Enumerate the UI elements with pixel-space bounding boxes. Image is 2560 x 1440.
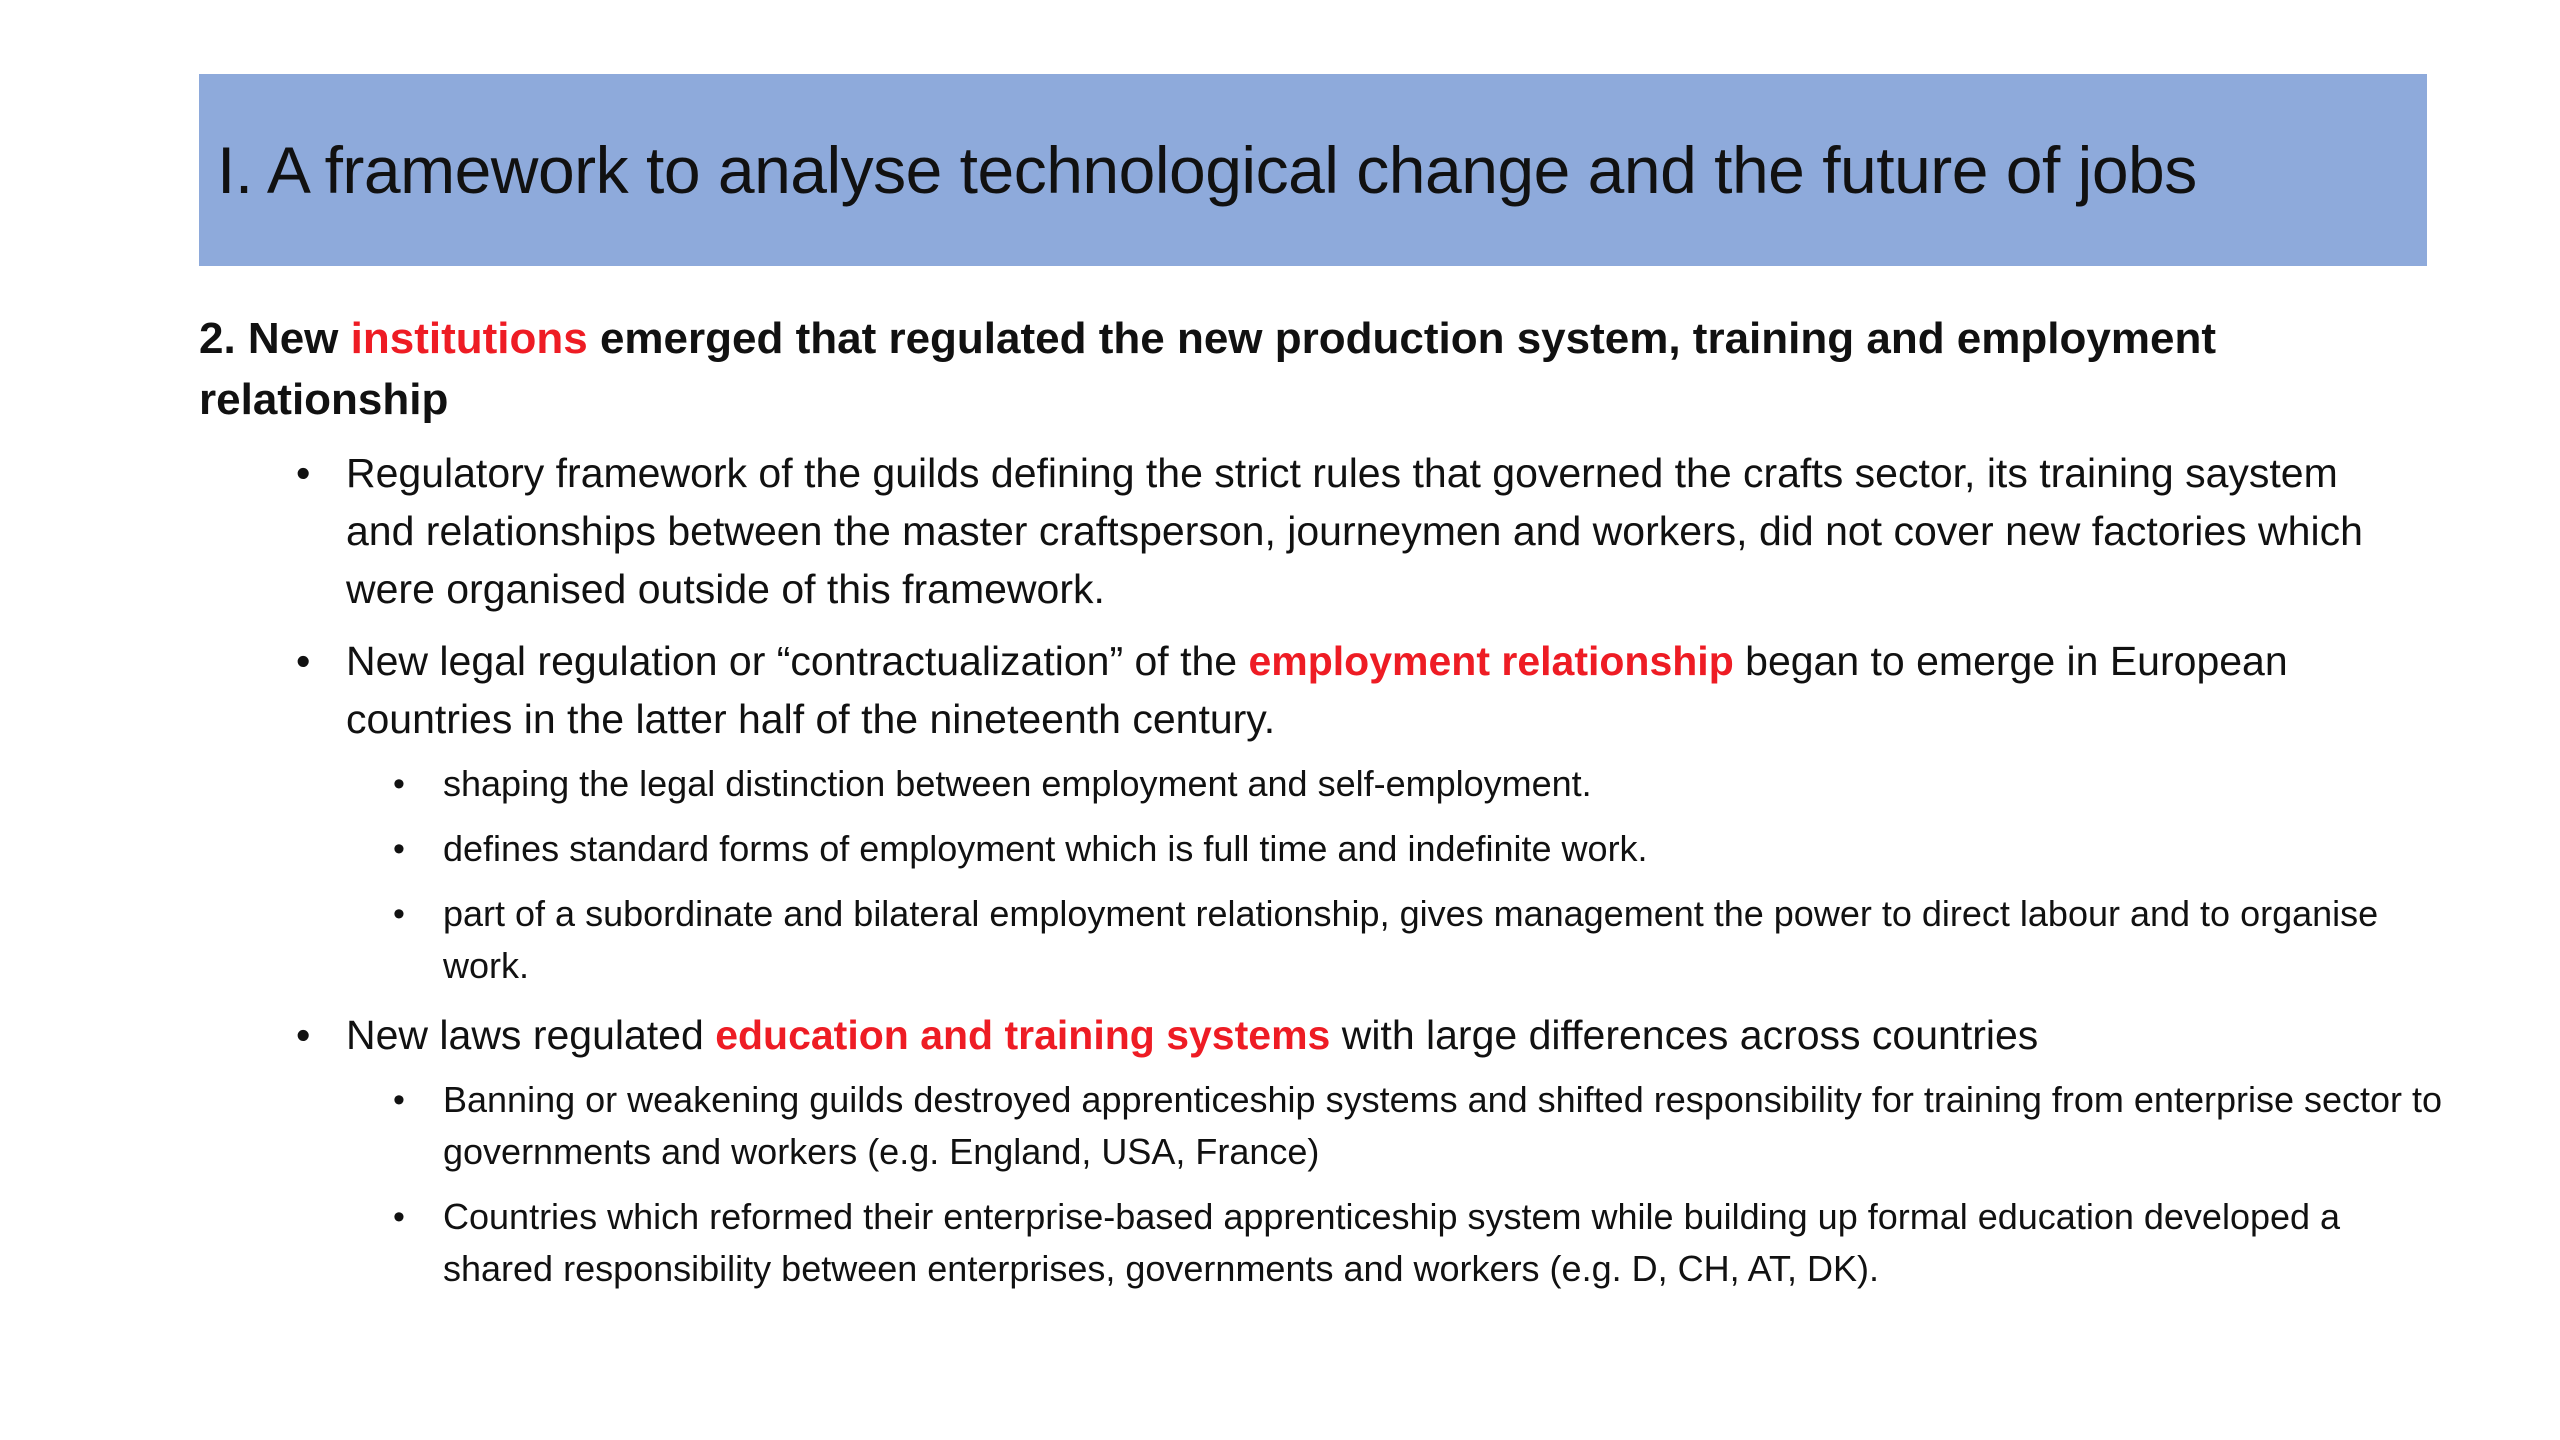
slide-body [199,308,2443,1295]
sub-bullet-text: Banning or weakening guilds destroyed apprenticeship systems and shifted responsibility for training from enterprise sector to governments and workers (e.g. England, USA, France) [443,1079,2443,1172]
bullet-icon: • [296,450,311,496]
bullet-list [199,444,2443,1295]
heading-highlight: institutions [350,314,588,363]
bullet-item-guilds [199,444,2399,618]
sub-bullet-text: part of a subordinate and bilateral employment relationship, gives management the power to direct labour and to organise work. [443,893,2379,986]
bullet-text: Regulatory framework of the guilds defining the strict rules that governed the crafts sector, its training saystem and relationships between the master craftsperson, journeymen and workers, did not cover new factories which were organised outside of this framework. [346,450,2363,612]
bullet-icon: • [393,1081,405,1119]
sub-bullet-item [199,1191,2459,1295]
bullet-highlight: education and training systems [715,1012,1331,1058]
sub-bullet-item [199,823,2459,875]
bullet-text-pre: New legal regulation or “contractualization” of the [346,638,1249,684]
bullet-icon: • [393,895,405,933]
bullet-text-pre: New laws regulated [346,1012,716,1058]
sub-bullet-list [346,1074,2443,1295]
bullet-icon: • [393,765,405,803]
sub-bullet-item [199,888,2459,992]
bullet-item-legal-regulation [199,632,2399,992]
bullet-text-post: with large differences across countries [1330,1012,2039,1058]
slide-title: I. A framework to analyse technological change and the future of jobs [217,133,2197,207]
bullet-icon: • [393,1198,405,1236]
bullet-text-post: began to emerge in European countries in the latter half of the nineteenth century. [346,638,2288,742]
heading-prefix: 2. New [199,314,351,363]
sub-bullet-list [346,758,2399,992]
sub-bullet-text: shaping the legal distinction between employment and self-employment. [443,763,1592,804]
sub-bullet-item [199,758,2459,810]
bullet-highlight: employment relationship [1248,638,1734,684]
bullet-icon: • [296,638,311,684]
bullet-icon: • [296,1012,311,1058]
sub-bullet-text: Countries which reformed their enterprise-based apprenticeship system while building up formal education developed a shared responsibility between enterprises, governments and workers (e.g. D, CH, AT, DK). [443,1196,2341,1289]
title-band [199,74,2427,266]
sub-bullet-item [199,1074,2459,1178]
heading-rest: emerged that regulated the new production system, training and employment relationship [199,314,2216,424]
section-heading [199,308,2439,430]
sub-bullet-text: defines standard forms of employment which is full time and indefinite work. [443,828,1648,869]
bullet-icon: • [393,830,405,868]
bullet-item-education-laws [199,1006,2443,1295]
